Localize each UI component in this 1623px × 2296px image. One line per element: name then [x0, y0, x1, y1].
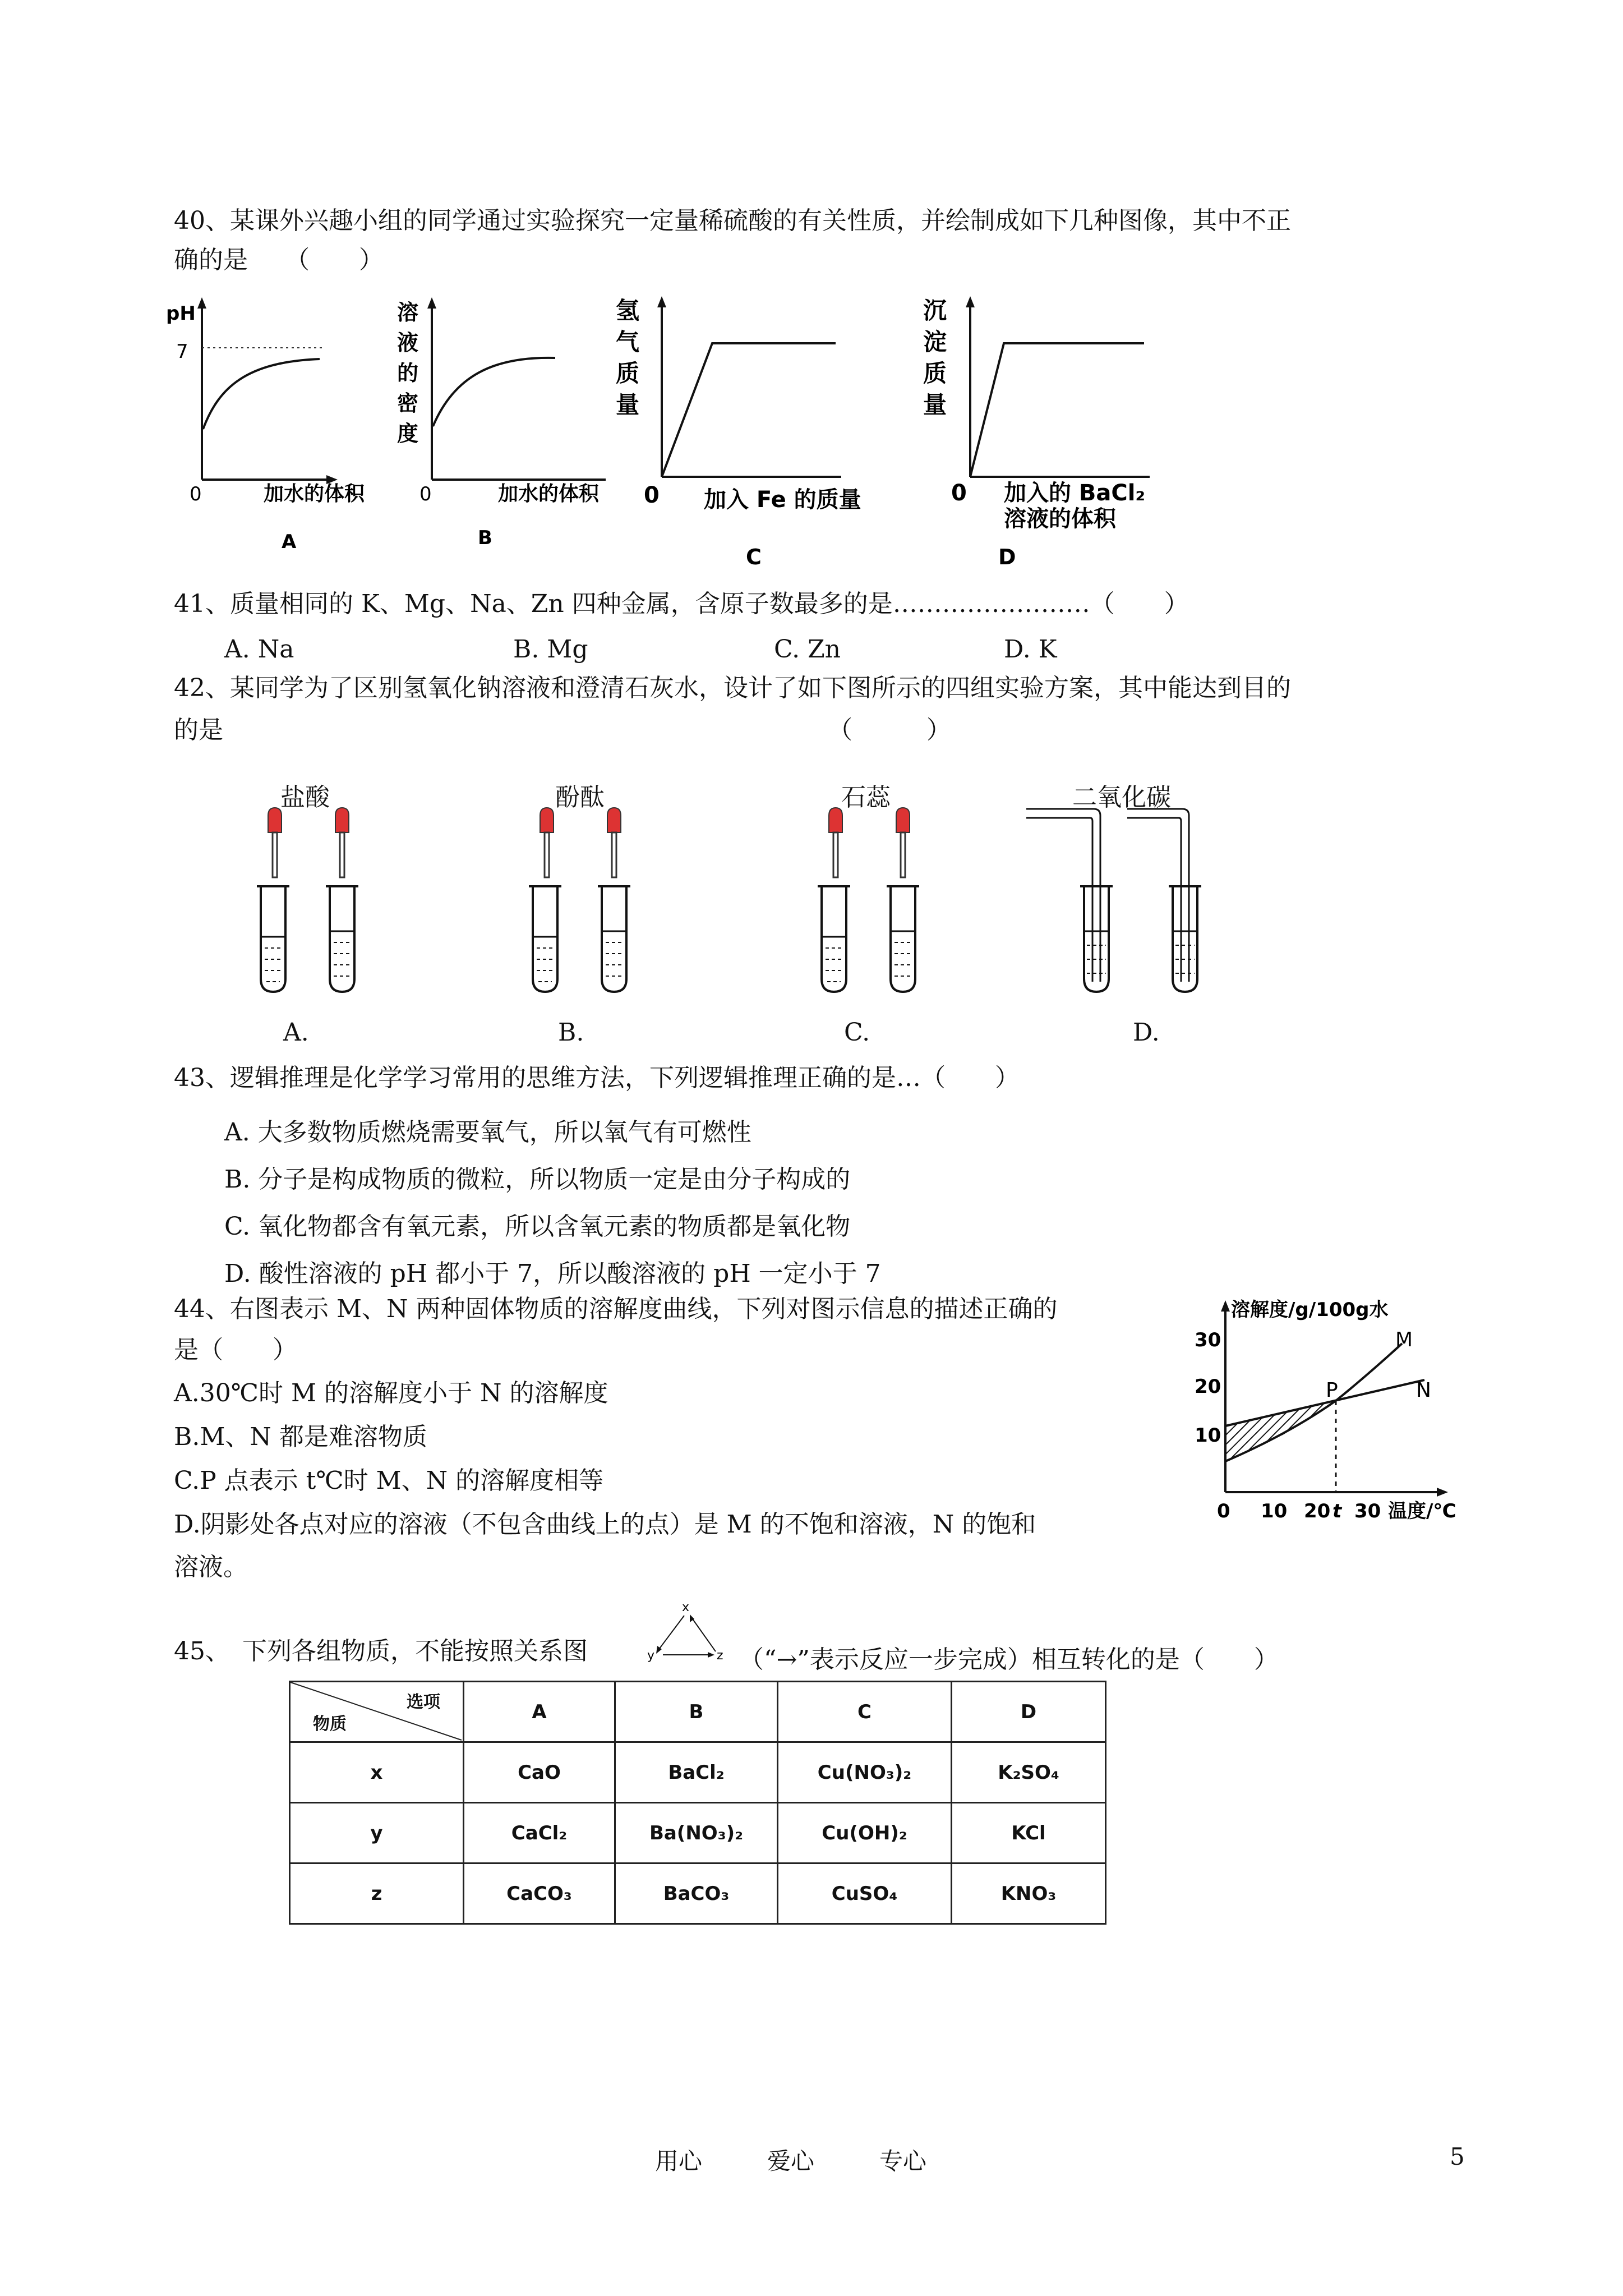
q45-stem-post: （“→”表示反应一步完成）相互转化的是（ ）: [739, 1645, 1279, 1674]
q44-ylabel: 溶解度/g/100g水: [1231, 1299, 1389, 1321]
q40d-ylabel-1: 沉: [923, 297, 947, 324]
page-number: 5: [1450, 2143, 1465, 2170]
test-tube-icon: [326, 886, 358, 992]
test-tube-icon: [1080, 886, 1113, 992]
q44-line2: 是（ ）: [174, 1336, 297, 1364]
q40a-ylabel: pH: [166, 302, 196, 325]
q42-apparatus-a: [241, 808, 376, 999]
q44-curve-n-label: N: [1416, 1379, 1431, 1402]
table-row: [290, 1803, 1106, 1864]
table-cell: CuSO₄: [778, 1864, 952, 1924]
q45-diagram-x: x: [682, 1600, 690, 1614]
q40d-ylabel-4: 量: [923, 391, 947, 418]
table-cell: KCl: [952, 1803, 1106, 1864]
q40b-letter: B: [478, 527, 492, 549]
table-cell: CaCl₂: [464, 1803, 615, 1864]
q44-xtick-30: 30: [1354, 1500, 1381, 1522]
q44-line1: 44、右图表示 M、N 两种固体物质的溶解度曲线，下列对图示信息的描述正确的: [174, 1295, 1058, 1323]
q40c-ylabel-1: 氢: [616, 297, 640, 324]
q42-apparatus-c: [802, 808, 937, 999]
test-tube-icon: [1169, 886, 1201, 992]
q40b-ylabel-4: 密: [397, 391, 419, 416]
q40d-xlabel-2: 溶液的体积: [1004, 506, 1116, 532]
q45-table: [289, 1681, 1106, 1925]
dropper-icon: [335, 808, 349, 877]
q41-option-b: B. Mg: [513, 635, 588, 664]
table-cell: BaCl₂: [615, 1742, 778, 1803]
q43-option-c: C. 氧化物都含有氧元素，所以含氧元素的物质都是氧化物: [224, 1212, 851, 1241]
q42-reagent-d: 二氧化碳: [1072, 783, 1171, 812]
q40c-origin: 0: [644, 482, 660, 508]
q42-line2: 的是 （ ）: [174, 716, 951, 744]
dropper-icon: [540, 808, 554, 877]
q40-graph-d: [914, 292, 1228, 572]
table-col-header: D: [952, 1682, 1106, 1742]
table-cell: CaCO₃: [464, 1864, 615, 1924]
test-tube-icon: [887, 886, 919, 992]
q44-option-d-cont: 溶液。: [174, 1553, 248, 1581]
q43-option-d: D. 酸性溶液的 pH 都小于 7，所以酸溶液的 pH 一定小于 7: [224, 1259, 881, 1288]
q40d-letter: D: [998, 545, 1016, 569]
q44-curve-m-label: M: [1395, 1328, 1413, 1351]
gas-tube-icon: [1127, 809, 1189, 982]
q40b-ylabel-3: 的: [397, 361, 419, 385]
q41-option-c: C. Zn: [774, 635, 841, 664]
q42-reagent-a: 盐酸: [280, 783, 330, 812]
q41-option-a: A. Na: [224, 635, 294, 664]
gas-tube-icon: [1026, 809, 1100, 982]
q40a-tick: 7: [176, 341, 188, 363]
test-tube-icon: [598, 886, 630, 992]
svg-text:沉 淀 质 量: [923, 297, 955, 418]
q40a-xlabel: 加水的体积: [264, 482, 365, 505]
q44-xtick-t: t: [1332, 1500, 1342, 1522]
q43-stem: 43、逻辑推理是化学学习常用的思维方法，下列逻辑推理正确的是…（ ）: [174, 1064, 1020, 1092]
table-col-header: B: [615, 1682, 778, 1742]
q42-letter-c: C.: [844, 1018, 870, 1047]
q42-apparatus-b: [513, 808, 648, 999]
q40-graph-c: [606, 292, 920, 572]
q45-relation-diagram: [645, 1599, 735, 1666]
q40b-origin: 0: [419, 483, 432, 505]
table-row: [290, 1742, 1106, 1803]
table-row-label: x: [290, 1742, 464, 1803]
q45-stem-pre: 45、 下列各组物质，不能按照关系图: [174, 1637, 588, 1665]
table-cell: Cu(OH)₂: [778, 1803, 952, 1864]
table-cell: K₂SO₄: [952, 1742, 1106, 1803]
q40b-ylabel-2: 液: [397, 330, 419, 355]
q44-xtick-20: 20: [1304, 1500, 1331, 1522]
q42-letter-b: B.: [558, 1018, 584, 1047]
footer-motto-3: 专心: [879, 2147, 927, 2175]
test-tube-icon: [257, 886, 289, 992]
q40a-origin: 0: [190, 483, 202, 505]
q42-line1: 42、某同学为了区别氢氧化钠溶液和澄清石灰水，设计了如下图所示的四组实验方案，其中能达到目的: [174, 674, 1291, 702]
q44-option-b: B.M、N 都是难溶物质: [174, 1423, 427, 1451]
q40d-ylabel-2: 淀: [923, 328, 947, 356]
footer-motto-2: 爱心: [767, 2147, 815, 2175]
svg-text:溶 液 的 密 度: [397, 300, 426, 446]
q40-graph-b: [393, 292, 617, 555]
table-row: [290, 1864, 1106, 1924]
q40-line1: 40、某课外兴趣小组的同学通过实验探究一定量稀硫酸的有关性质，并绘制成如下几种图像，其中不正: [174, 206, 1291, 235]
table-col-header: C: [778, 1682, 952, 1742]
q40c-ylabel-3: 质: [616, 360, 640, 387]
q42-apparatus-d: [1021, 797, 1234, 999]
q40c-ylabel-2: 气: [616, 328, 640, 356]
q42-reagent-b: 酚酞: [555, 783, 605, 812]
q45-diagram-y: y: [647, 1649, 655, 1663]
svg-text:氢 气 质 量: [616, 297, 648, 418]
q40b-ylabel-1: 溶: [397, 300, 419, 325]
q44-ytick-30: 30: [1195, 1329, 1221, 1351]
test-tube-icon: [529, 886, 561, 992]
q40c-ylabel-4: 量: [616, 391, 640, 418]
q44-option-c: C.P 点表示 t℃时 M、N 的溶解度相等: [174, 1466, 604, 1495]
q42-letter-a: A.: [283, 1018, 309, 1047]
dropper-icon: [896, 808, 910, 877]
q40a-letter: A: [282, 531, 297, 553]
q42-letter-d: D.: [1133, 1018, 1160, 1047]
table-row-label: z: [290, 1864, 464, 1924]
q44-xtick-0: 0: [1217, 1500, 1230, 1522]
q44-option-d: D.阴影处各点对应的溶液（不包含曲线上的点）是 M 的不饱和溶液，N 的饱和: [174, 1510, 1036, 1539]
q40-line2: 确的是 （ ）: [174, 246, 384, 274]
q40d-origin: 0: [951, 480, 967, 506]
footer-motto-1: 用心: [655, 2147, 703, 2175]
test-tube-icon: [818, 886, 850, 992]
q44-ytick-10: 10: [1195, 1424, 1221, 1447]
q43-option-b: B. 分子是构成物质的微粒，所以物质一定是由分子构成的: [224, 1165, 851, 1194]
q40b-ylabel-5: 度: [397, 421, 419, 446]
q40d-xlabel-1: 加入的 BaCl₂: [1004, 480, 1145, 506]
q43-option-a: A. 大多数物质燃烧需要氧气，所以氧气有可燃性: [224, 1118, 751, 1147]
dropper-icon: [268, 808, 282, 877]
q45-diagram-z: z: [717, 1649, 723, 1663]
table-cell: Ba(NO₃)₂: [615, 1803, 778, 1864]
table-cell: Cu(NO₃)₂: [778, 1742, 952, 1803]
table-header-bottom: 物质: [313, 1714, 347, 1734]
table-row-label: y: [290, 1803, 464, 1864]
q44-option-a: A.30℃时 M 的溶解度小于 N 的溶解度: [174, 1379, 608, 1407]
q44-ytick-20: 20: [1195, 1375, 1221, 1398]
table-cell: CaO: [464, 1742, 615, 1803]
dropper-icon: [607, 808, 621, 877]
q40c-letter: C: [746, 545, 762, 569]
q44-point-p-label: P: [1326, 1379, 1338, 1402]
q41-stem: 41、质量相同的 K、Mg、Na、Zn 四种金属，含原子数最多的是……………………（ ）: [174, 590, 1189, 618]
table-cell: BaCO₃: [615, 1864, 778, 1924]
table-cell: KNO₃: [952, 1864, 1106, 1924]
q44-xlabel: 温度/℃: [1388, 1500, 1456, 1522]
q40c-xlabel: 加入 Fe 的质量: [704, 487, 861, 513]
table-corner-cell: [290, 1682, 464, 1742]
table-col-header: A: [464, 1682, 615, 1742]
q40-graph-a: [163, 292, 365, 555]
q40d-ylabel-3: 质: [923, 360, 947, 387]
dropper-icon: [829, 808, 842, 877]
table-header-top: 选项: [407, 1692, 440, 1712]
q42-reagent-c: 石蕊: [841, 783, 891, 812]
q40b-xlabel: 加水的体积: [498, 482, 600, 505]
q41-option-d: D. K: [1004, 635, 1057, 664]
q44-solubility-graph: [1189, 1290, 1492, 1526]
q44-xtick-10: 10: [1261, 1500, 1288, 1522]
table-header-row: [290, 1682, 1106, 1742]
